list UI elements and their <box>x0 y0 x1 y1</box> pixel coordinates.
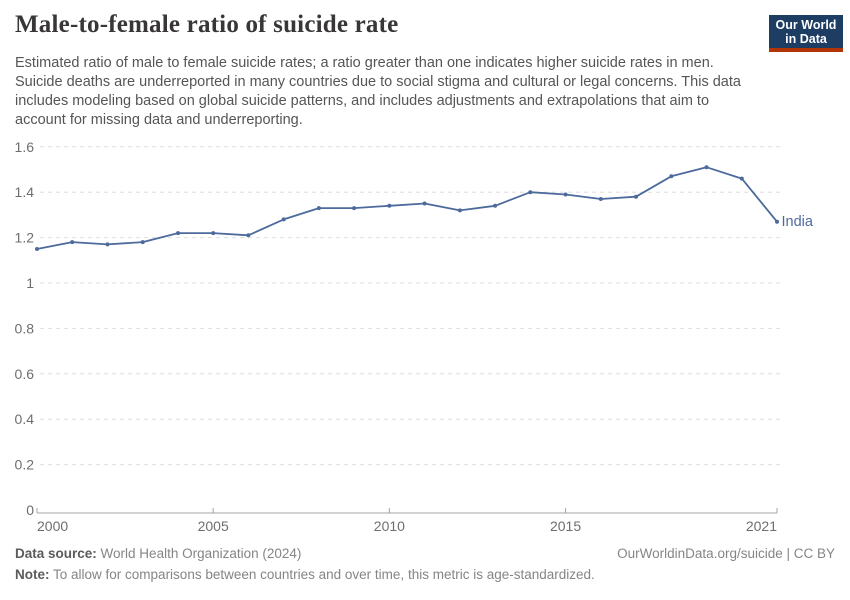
data-point-2015 <box>564 193 568 197</box>
y-tick-label-0.6: 0.6 <box>14 365 34 382</box>
data-point-2000 <box>35 247 39 251</box>
owid-logo-stripe <box>769 48 843 52</box>
data-point-2009 <box>352 206 356 210</box>
y-tick-label-1: 1 <box>26 275 34 291</box>
license-link[interactable]: OurWorldinData.org/suicide | CC BY <box>617 546 835 561</box>
data-point-2017 <box>634 195 638 199</box>
x-tick-label-2010: 2010 <box>373 518 405 534</box>
series-end-label-india[interactable]: India <box>781 214 813 231</box>
y-tick-label-1.4: 1.4 <box>14 184 34 201</box>
data-point-2020 <box>740 177 744 181</box>
y-tick-label-0: 0 <box>26 502 34 518</box>
data-point-2013 <box>493 204 497 208</box>
y-tick-label-0.2: 0.2 <box>14 456 34 473</box>
data-point-2002 <box>106 242 110 246</box>
y-tick-label-0.8: 0.8 <box>14 320 34 337</box>
y-tick-label-0.4: 0.4 <box>14 411 34 428</box>
data-source-label: Data source: <box>15 546 97 561</box>
x-tick-label-2005: 2005 <box>197 518 229 534</box>
x-tick-label-2015: 2015 <box>549 518 582 534</box>
footer-source-row <box>15 546 835 561</box>
data-point-2018 <box>669 174 673 178</box>
line-chart-canvas[interactable] <box>0 135 850 545</box>
data-source <box>15 546 301 561</box>
x-tick-label-2000: 2000 <box>37 518 69 534</box>
footer-note-row <box>15 567 835 582</box>
data-point-2014 <box>528 190 532 194</box>
data-point-2012 <box>458 208 462 212</box>
chart-footer <box>15 546 835 588</box>
data-point-2021 <box>775 220 779 224</box>
series-line-india <box>37 167 777 249</box>
note-text: To allow for comparisons between countries and over time, this metric is age-standardized. <box>53 567 595 582</box>
data-point-2008 <box>317 206 321 210</box>
data-source-text: World Health Organization (2024) <box>100 546 302 561</box>
note-label: Note: <box>15 567 50 582</box>
data-point-2006 <box>246 233 250 237</box>
data-point-2001 <box>70 240 74 244</box>
owid-logo-text <box>769 15 843 48</box>
y-tick-label-1.6: 1.6 <box>14 138 34 155</box>
data-point-2005 <box>211 231 215 235</box>
data-point-2011 <box>423 202 427 206</box>
note <box>15 567 595 582</box>
data-point-2010 <box>387 204 391 208</box>
owid-logo-line2: in Data <box>785 32 827 46</box>
chart-subtitle: Estimated ratio of male to female suicide rates; a ratio greater than one indicates higher suicide rates in men. Suicide deaths are underreported in many countries due to social stigma and cultural or legal concerns. This data includes modeling based on global suicide patterns, and includes adjustments and extrapolations that aim to account for missing data and underreporting. <box>15 55 741 128</box>
owid-logo[interactable] <box>769 15 843 52</box>
data-point-2019 <box>705 165 709 169</box>
owid-logo-line1: Our World <box>775 18 837 32</box>
page-title: Male-to-female ratio of suicide rate <box>15 11 399 38</box>
data-point-2004 <box>176 231 180 235</box>
x-tick-label-2021: 2021 <box>745 518 777 534</box>
data-point-2007 <box>282 217 286 221</box>
data-point-2016 <box>599 197 603 201</box>
y-tick-label-1.2: 1.2 <box>14 229 34 246</box>
data-point-2003 <box>141 240 145 244</box>
